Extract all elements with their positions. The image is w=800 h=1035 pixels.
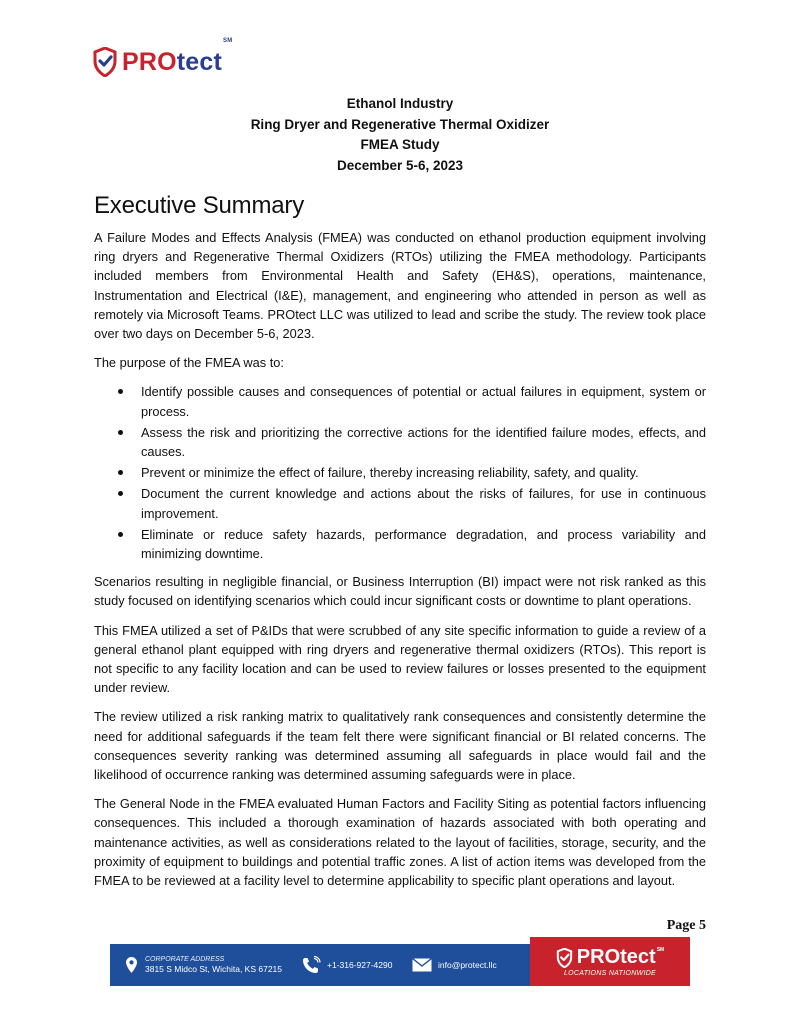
list-item: Eliminate or reduce safety hazards, performance degradation, and process variability and minimizing downtime. <box>94 525 706 563</box>
list-item: Prevent or minimize the effect of failure, thereby increasing reliability, safety, and quality. <box>94 463 706 482</box>
footer-email <box>412 944 497 986</box>
address-value: 3815 S Midco St, Wichita, KS 67215 <box>145 964 283 974</box>
shield-check-icon <box>93 47 117 77</box>
footer-address <box>126 944 282 986</box>
title-line-1: Ethanol Industry <box>346 96 454 111</box>
shield-check-icon <box>556 948 573 968</box>
section-heading: Executive Summary <box>94 192 304 219</box>
location-pin-icon <box>126 957 137 973</box>
protect-logo <box>93 37 233 79</box>
body-text <box>94 228 706 900</box>
footer-banner <box>110 944 690 986</box>
title-line-3: FMEA Study <box>360 137 440 152</box>
logo-wordmark: PROtect℠ <box>122 37 233 76</box>
matrix-paragraph: The review utilized a risk ranking matrix to qualitatively rank consequences and consistently determine the need for additional safeguards if the team felt there were significant financial or BI related concerns. The consequences severity ranking was determined assuming all safeguards in place would fail and the likelihood of occurrence ranking was determined assuming safeguards were in place. <box>94 709 706 783</box>
title-line-4: December 5-6, 2023 <box>336 157 464 173</box>
document-title <box>0 94 800 176</box>
purpose-paragraph: The purpose of the FMEA was to: <box>94 355 284 371</box>
envelope-icon <box>412 958 432 972</box>
purpose-list <box>94 382 706 563</box>
phone-icon <box>302 956 322 974</box>
pids-paragraph: This FMEA utilized a set of P&IDs that were scrubbed of any site specific information to guide a review of a general ethanol plant equipped with ring dryers and regenerative thermal oxidizers (RTOs). This report is not specific to any facility location and can be used to review failures or losses presented to the equipment under review. <box>94 622 706 696</box>
scenarios-paragraph: Scenarios resulting in negligible financial, or Business Interruption (BI) impact were not risk ranked as this study focused on identifying scenarios which could incur significant costs or downtime to plant operations. <box>94 574 706 609</box>
general-node-paragraph: The General Node in the FMEA evaluated Human Factors and Facility Siting as potential factors influencing consequences. This included a thorough examination of hazards associated with both operating and maintenance activities, as well as considerations related to the layout of facilities, storage, security, and the proximity of equipment to buildings and potential traffic zones. A list of action items was developed from the FMEA to be reviewed at a facility level to determine applicability to specific plant operations and layout. <box>94 796 706 889</box>
footer-brand-badge <box>530 937 690 986</box>
page-number: Page 5 <box>666 918 706 933</box>
title-line-2: Ring Dryer and Regenerative Thermal Oxidizer <box>250 116 550 132</box>
address-label: CORPORATE ADDRESS <box>145 956 225 963</box>
email-value: info@protect.llc <box>438 960 497 970</box>
intro-paragraph: A Failure Modes and Effects Analysis (FMEA) was conducted on ethanol production equipment involving ring dryers and Regenerative Thermal Oxidizers (RTOs) utilizing the FMEA methodology. Participants included members from Environmental Health and Safety (EH&S), operations, maintenance, Instrumentation and Electrical (I&E), management, and engineering who attended in person as well as remotely via Microsoft Teams. PROtect LLC was utilized to lead and scribe the study. The review took place over two days on December 5-6, 2023. <box>94 230 706 342</box>
locations-tagline: LOCATIONS NATIONWIDE <box>563 970 657 977</box>
footer-logo: PRO tect SM <box>556 946 664 969</box>
list-item: Document the current knowledge and actions about the risks of failures, for use in continuous improvement. <box>94 484 706 522</box>
phone-value: +1-316-927-4290 <box>327 960 393 970</box>
list-item: Identify possible causes and consequences of potential or actual failures in equipment, system or process. <box>94 382 706 420</box>
footer-phone <box>302 944 392 986</box>
list-item: Assess the risk and prioritizing the corrective actions for the identified failure modes, effects, and causes. <box>94 423 706 461</box>
